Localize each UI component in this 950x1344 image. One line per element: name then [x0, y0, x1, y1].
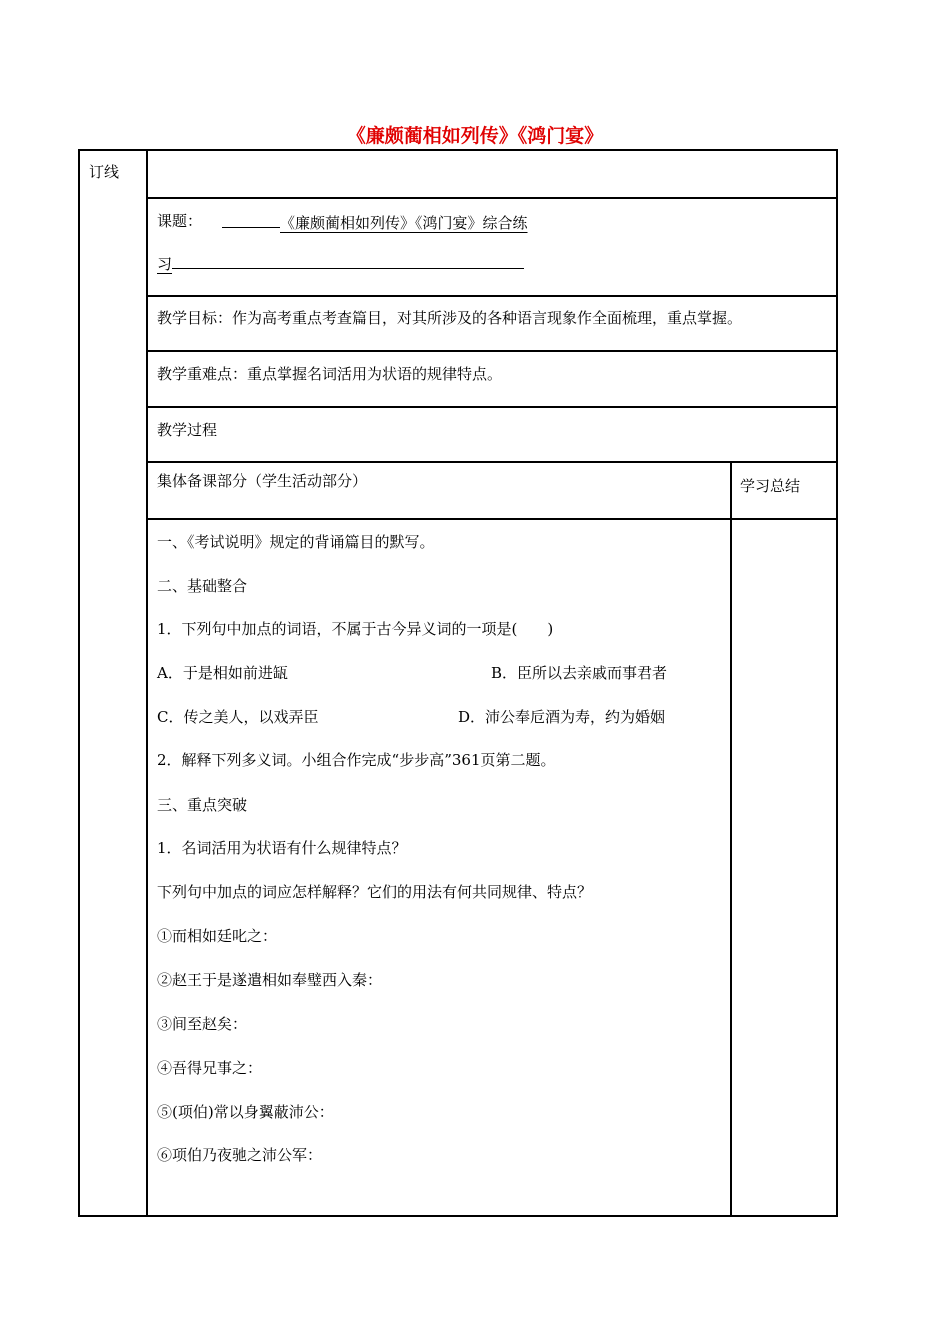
side-column-divider — [146, 149, 148, 1217]
topic-value-line1 — [222, 211, 528, 233]
content-line: 1．名词活用为状语有什么规律特点？ — [157, 839, 407, 857]
table-border-left — [78, 149, 80, 1217]
option-a: A．于是相如前进缻 — [157, 664, 288, 682]
row-divider — [146, 518, 838, 520]
example-item: ④吾得兄事之： — [157, 1059, 263, 1077]
example-item: ①而相如廷叱之： — [157, 927, 278, 945]
content-line: 一、《考试说明》规定的背诵篇目的默写。 — [157, 533, 435, 551]
column-header-activity: 集体备课部分（学生活动部分） — [157, 472, 368, 490]
content-line: 二、基础整合 — [157, 577, 248, 595]
topic-blank — [222, 211, 280, 228]
teaching-difficulty: 教学重难点：重点掌握名词活用为状语的规律特点。 — [157, 365, 503, 383]
example-item: ②赵王于是遂遣相如奉璧西入秦： — [157, 971, 383, 989]
row-divider — [146, 295, 838, 297]
column-header-summary: 学习总结 — [740, 477, 801, 495]
option-b: B．臣所以去亲戚而事君者 — [491, 664, 668, 682]
document-title: 《廉颇蔺相如列传》《鸿门宴》 — [346, 125, 604, 147]
content-line: 1．下列句中加点的词语，不属于古今异义词的一项是( ) — [157, 620, 554, 638]
content-line: 下列句中加点的词应怎样解释？它们的用法有何共同规律、特点？ — [157, 883, 593, 901]
topic-value-text-2: 习 — [157, 255, 173, 273]
side-label: 订线 — [89, 163, 120, 181]
row-divider — [146, 197, 838, 199]
example-item: ⑤(项伯)常以身翼蔽沛公： — [157, 1103, 334, 1121]
teaching-goal: 教学目标：作为高考重点考查篇目，对其所涉及的各种语言现象作全面梳理，重点掌握。 — [157, 309, 743, 327]
table-border-right — [836, 149, 838, 1217]
topic-value-line2 — [157, 252, 524, 274]
row-divider — [146, 350, 838, 352]
table-border-top — [78, 149, 838, 151]
topic-blank-2 — [172, 252, 524, 269]
topic-label: 课题： — [157, 212, 203, 230]
content-line: 2．解释下列多义词。小组合作完成“步步高”361页第二题。 — [157, 751, 556, 769]
teaching-process: 教学过程 — [157, 421, 218, 439]
option-d: D．沛公奉卮酒为寿，约为婚姻 — [458, 708, 666, 726]
topic-value-text: 《廉颇蔺相如列传》《鸿门宴》综合练 — [280, 214, 528, 232]
summary-column-divider — [730, 461, 732, 1217]
example-item: ⑥项伯乃夜驰之沛公军： — [157, 1146, 323, 1164]
row-divider — [146, 461, 838, 463]
table-border-bottom — [78, 1215, 838, 1217]
example-item: ③间至赵矣： — [157, 1015, 248, 1033]
row-divider — [146, 406, 838, 408]
option-c: C．传之美人，以戏弄臣 — [157, 708, 319, 726]
content-line: 三、重点突破 — [157, 796, 248, 814]
